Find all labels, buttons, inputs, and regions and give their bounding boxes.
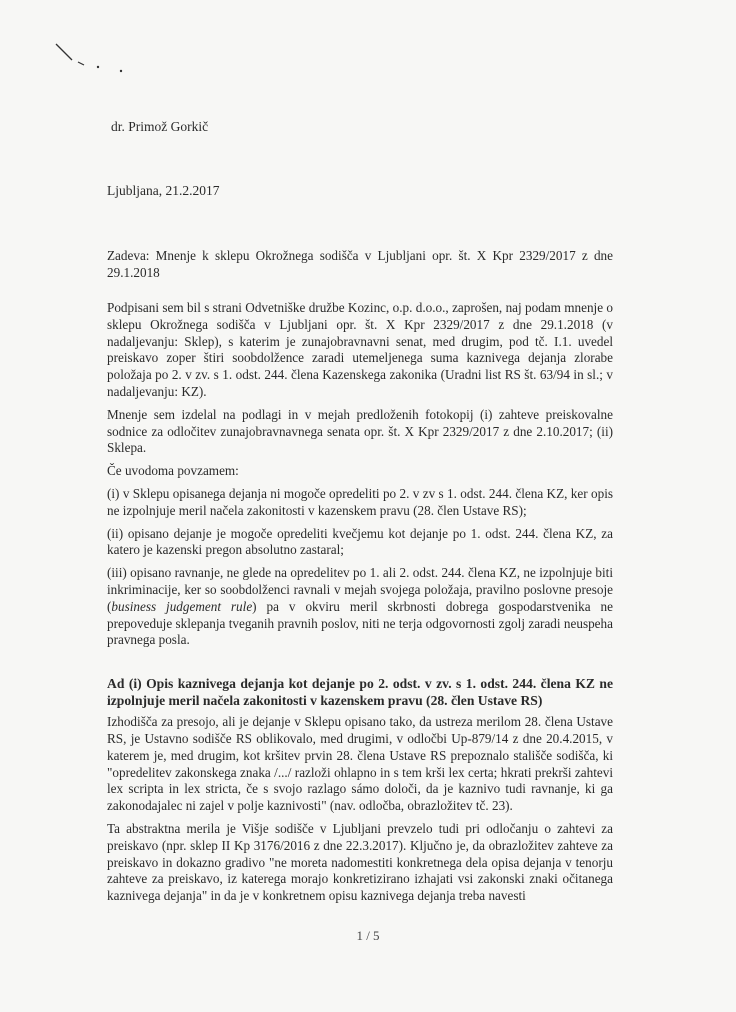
paragraph: Podpisani sem bil s strani Odvetniške družbe Kozinc, o.p. d.o.o., zaprošen, naj podam mnenje o sklepu Okrožnega sodišča v Ljubljani opr. št. X Kpr 2329/2017 z dne 29.1.2018 (v nadaljevanju: Sklep), s katerim je zunajobravnavni senat, med drugim, pod tč. I.1. uvedel preiskavo zoper štiri soobdolžence zaradi utemeljenega suma kaznivega dejanja zlorabe položaja po 2. v zv. s 1. odst. 244. člena Kazenskega zakonika (Uradni list RS št. 63/94 in sl.; v nadaljevanju: KZ). <box>107 300 613 399</box>
paragraph: (ii) opisano dejanje je mogoče opredeliti kvečjemu kot dejanje po 1. odst. 244. člena KZ, za katero je kazenski pregon absolutno zastaral; <box>107 525 613 558</box>
place-date: Ljubljana, 21.2.2017 <box>107 183 220 198</box>
subject-line <box>107 248 613 288</box>
paragraph-text: (iii) opisano ravnanje, ne glede na opredelitev po 1. ali 2. odst. 244. člena KZ, ne izpolnjuje biti inkriminacije, ker so soobdolženci ravnali v mejah svojega položaja, pravilno poslovne presoje ( <box>107 565 613 614</box>
author-name: dr. Primož Gorkič <box>111 119 209 134</box>
italic-term: business judgement rule <box>111 598 253 614</box>
paragraph: Mnenje sem izdelal na podlagi in v mejah predloženih fotokopij (i) zahteve preiskovalne sodnice za odločitev zunajobravnavnega senata opr. št. X Kpr 2329/2017 z dne 2.10.2017; (ii) Sklepa. <box>107 406 613 456</box>
section-heading: Ad (i) Opis kaznivega dejanja kot dejanje po 2. odst. v zv. s 1. odst. 244. člena KZ ne izpolnjuje meril načela zakonitosti v kazenskem pravu (28. člen Ustave RS) <box>107 676 613 709</box>
paragraph: Ta abstraktna merila je Višje sodišče v Ljubljani prevzelo tudi pri odločanju o zahtevi za preiskavo (npr. sklep II Kp 3176/2016 z dne 22.3.2017). Ključno je, da obrazložitev zahteve za preiskavo in dokazno gradivo "ne moreta nadomestiti konkretnega dela opisa dejanja v tenorju zahteve za preiskavo, iz katerega morajo konkretizirano izhajati vsi zakonski znaki očitanega kaznivega dejanja" in da je v konkretnem opisu kaznivega dejanja treba navesti <box>107 820 613 904</box>
paragraph-iii <box>107 565 613 649</box>
paragraph-text: ) pa v okviru meril skrbnosti dobrega gospodarstvenika ne prepoveduje sklepanja tveganih pravnih poslov, niti ne terja odgovornosti zgolj zaradi neuspeha pravnega posla. <box>107 598 613 648</box>
subject-text: Zadeva: Mnenje k sklepu Okrožnega sodišča v Ljubljani opr. št. X Kpr 2329/2017 z dne 29.1.2018 <box>107 248 613 280</box>
scan-mark-icon <box>54 40 134 80</box>
paragraph: Če uvodoma povzamem: <box>107 463 239 479</box>
page-number: 1 / 5 <box>356 928 380 943</box>
paragraph: Izhodišča za presojo, ali je dejanje v Sklepu opisano tako, da ustreza merilom 28. člena Ustave RS, je Ustavno sodišče RS oblikovalo, med drugimi, v odločbi Up-879/14 z dne 20.4.2015, v katerem je, med drugim, kot kršitev prvin 28. člena Ustave RS prepoznalo stališče sodišča, ki "opredelitev zakonskega znaka /.../ razloži ohlapno in s tem krši lex certa; hkrati prekrši zahtevi lex scripta in lex stricta, če s svojo razlago sámo določi, da je kaznivo tudi ravnanje, ki ga zakonodajalec ni zajel v polje kaznivosti" (nav. odločba, obrazložitev tč. 23). <box>107 714 613 814</box>
main-body <box>107 300 613 911</box>
paragraph: (i) v Sklepu opisanega dejanja ni mogoče opredeliti po 2. v zv s 1. odst. 244. člena KZ, ker opis ne izpolnjuje meril načela zakonitosti v kazenskem pravu (28. člen Ustave RS); <box>107 485 613 518</box>
